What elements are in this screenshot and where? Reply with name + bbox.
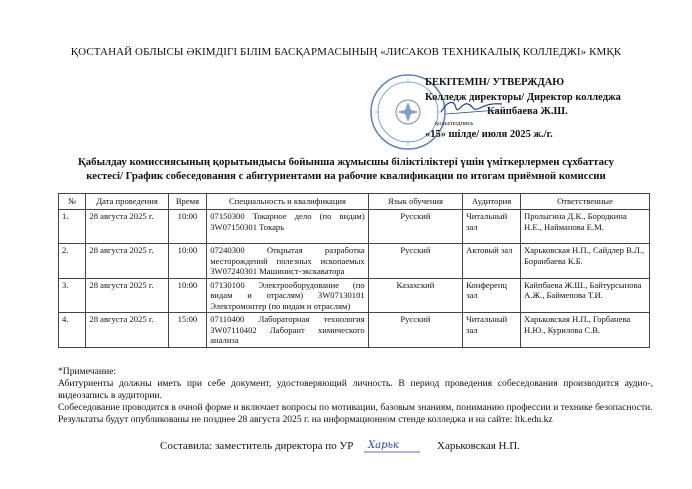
col-room: Аудитория xyxy=(463,194,521,210)
row-date: 28 августа 2025 г. xyxy=(86,313,168,348)
col-date: Дата проведения xyxy=(86,194,168,210)
compiled-name: Харьковская Н.П. xyxy=(437,440,520,452)
row-time: 10:00 xyxy=(168,244,207,279)
row-language: Казахский xyxy=(368,278,462,313)
row-language: Русский xyxy=(368,210,462,244)
row-room: Актовый зал xyxy=(463,244,521,279)
document-title xyxy=(20,155,672,183)
row-specialty: 07130100 Электрооборудование (по видам и отраслям) 3W07130101 Электромонтер (по видам и отраслям) xyxy=(207,278,368,313)
signature-caption: қолы/подпись xyxy=(435,119,474,127)
row-specialty: 07240300 Открытая разработка месторождений полезных ископаемых 3W07240301 Машинист-экскаватора xyxy=(207,244,368,279)
deputy-signature-text: Харьк xyxy=(368,440,399,451)
schedule-table xyxy=(58,193,650,348)
row-language: Русский xyxy=(368,244,462,279)
organization-header: ҚОСТАНАЙ ОБЛЫСЫ ӘКІМДІГІ БІЛІМ БАСҚАРМАСЫНЫҢ «ЛИСАКОВ ТЕХНИКАЛЫҚ КОЛЛЕДЖІ» КМҚК xyxy=(70,46,622,58)
row-number: 2. xyxy=(59,244,86,279)
row-specialty: 07110400 Лабораторная технология 3W07110402 Лаборант химического анализа xyxy=(207,313,368,348)
director-signature xyxy=(438,96,506,118)
row-responsible: Харьковская Н.П., Горбанева Н.Ю., Курилова С.В. xyxy=(521,313,650,348)
compiled-label: Составила: заместитель директора по УР xyxy=(160,440,354,452)
row-date: 28 августа 2025 г. xyxy=(86,244,168,279)
deputy-signature xyxy=(362,436,422,456)
row-date: 28 августа 2025 г. xyxy=(86,210,168,244)
row-number: 4. xyxy=(59,313,86,348)
row-room: Читальный зал xyxy=(463,210,521,244)
col-language: Язык обучения xyxy=(368,194,462,210)
col-number: № xyxy=(59,194,86,210)
table-row xyxy=(59,278,650,313)
row-specialty: 07150300 Токарное дело (по видам) 3W07150301 Токарь xyxy=(207,210,368,244)
row-number: 1. xyxy=(59,210,86,244)
row-responsible: Пролыгина Д.К., Бородкина Н.Е., Найманова Е.М. xyxy=(521,210,650,244)
notes-paragraph-3: Результаты будут опубликованы не позднее 28 августа 2025 г. на информационном стенде колледжа и на сайте: ltk.edu.kz xyxy=(58,414,553,425)
table-row xyxy=(59,244,650,279)
table-header-row xyxy=(59,194,650,210)
row-time: 10:00 xyxy=(168,210,207,244)
table-row xyxy=(59,210,650,244)
approval-title: БЕКІТЕМІН/ УТВЕРЖДАЮ xyxy=(425,77,565,88)
document-title-line2: кестесі/ График собеседования с абитуриентами на рабочие квалификации по итогам приёмной комиссии xyxy=(86,170,606,182)
row-responsible: Харьковская Н.П., Сайдлер В.Л., Боранбаева К.Б. xyxy=(521,244,650,279)
notes-section xyxy=(58,366,653,426)
notes-paragraph-2: Собеседование проводится в очной форме и включает вопросы по мотивации, базовым знаниям, пониманию профессии и технике безопасности. xyxy=(58,402,653,413)
row-room: Читальный зал xyxy=(463,313,521,348)
row-date: 28 августа 2025 г. xyxy=(86,278,168,313)
row-time: 15:00 xyxy=(168,313,207,348)
row-time: 10:00 xyxy=(168,278,207,313)
approval-signatory: Кайпбаева Ж.Ш. xyxy=(487,106,568,117)
row-responsible: Кайпбаева Ж.Ш., Байтурсынова А.Ж., Баймепова Т.И. xyxy=(521,278,650,313)
document-title-line1: Қабылдау комиссиясының қорытындысы бойынша жұмысшы біліктіліктері үшін үміткерлермен сұхбаттасу xyxy=(77,156,615,168)
row-room: Конференц зал xyxy=(463,278,521,313)
col-time: Время xyxy=(168,194,207,210)
notes-heading: *Примечание: xyxy=(58,366,117,377)
notes-paragraph-1: Абитуриенты должны иметь при себе документ, удостоверяющий личность. В период проведения собеседования производится аудио-, видеозапись в аудитории. xyxy=(58,378,653,401)
col-responsible: Ответственные xyxy=(521,194,650,210)
row-language: Русский xyxy=(368,313,462,348)
col-specialty: Специальность и квалификация xyxy=(207,194,368,210)
row-number: 3. xyxy=(59,278,86,313)
approval-date: «15» шілде/ июля 2025 ж./г. xyxy=(425,128,553,140)
approval-position: Колледж директоры/ Директор колледжа xyxy=(425,91,621,103)
table-row xyxy=(59,313,650,348)
